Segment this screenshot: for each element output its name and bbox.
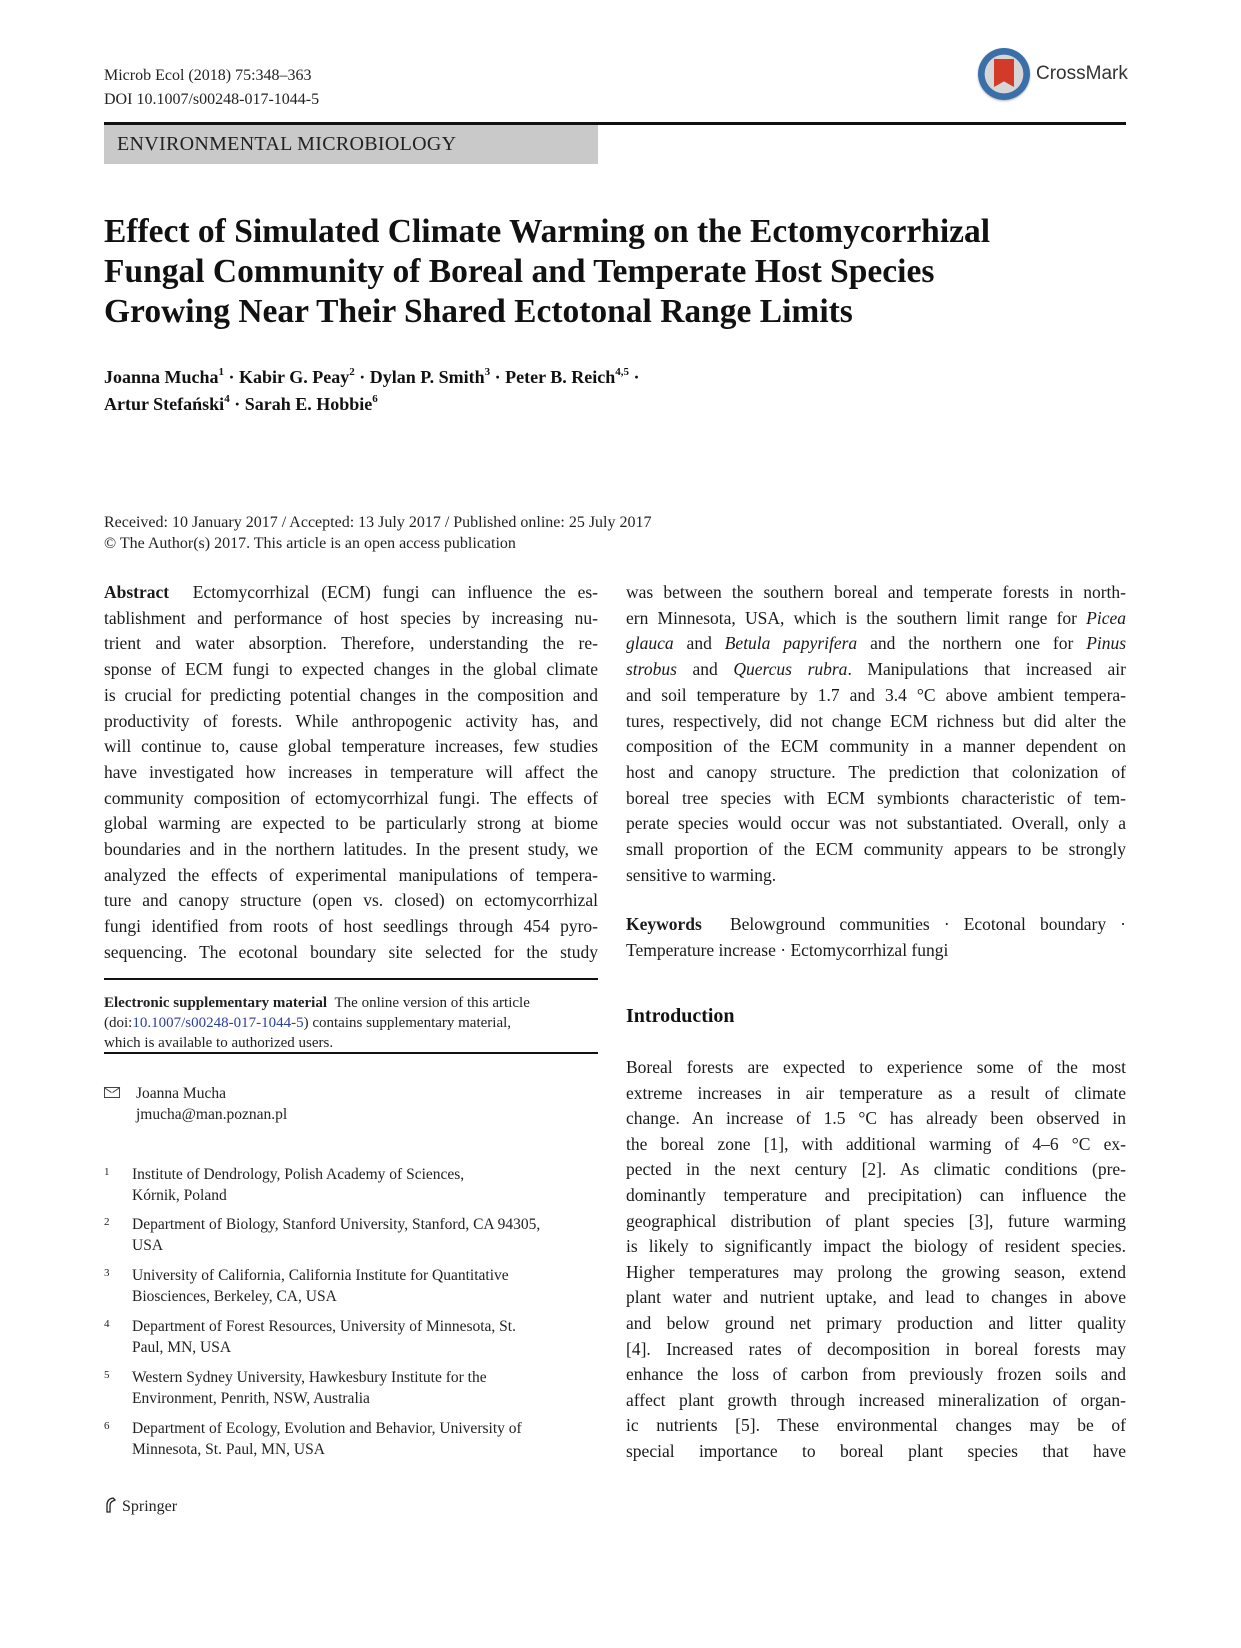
abstract-text: and the northern one for	[870, 633, 1074, 654]
title-line: Fungal Community of Boreal and Temperate Host Species	[104, 253, 935, 290]
affiliation-number: 4	[104, 1318, 110, 1330]
springer-horse-icon	[104, 1497, 118, 1513]
affiliation	[104, 1266, 598, 1308]
affiliation	[104, 1419, 598, 1461]
affiliation	[104, 1215, 598, 1257]
envelope-icon	[104, 1087, 120, 1098]
abstract-label: Abstract	[104, 582, 170, 602]
abstract-line: sequencing. The ecotonal boundary site selected for the study	[104, 941, 598, 962]
abstract-line: fungi identified from roots of host seedlings through 454 pyro-	[104, 916, 598, 937]
species-name: strobus	[626, 659, 677, 680]
affiliation-line: Paul, MN, USA	[132, 1338, 232, 1356]
abstract-text: and	[692, 659, 718, 680]
abstract-line: boreal tree species with ECM symbionts characteristic of tem-	[626, 787, 1126, 808]
author-separator: ·	[359, 367, 366, 387]
intro-line: Higher temperatures may prolong the growing season, extend	[626, 1261, 1126, 1282]
doi-line: DOI 10.1007/s00248-017-1044-5	[104, 91, 320, 108]
crossmark-icon	[978, 48, 1030, 100]
crossmark-label: CrossMark	[1036, 63, 1128, 84]
intro-line: affect plant growth through increased mineralization of organ-	[626, 1389, 1126, 1410]
intro-line: the boreal zone [1], with additional warming of 4–6 °C ex-	[626, 1133, 1126, 1154]
abstract-line: ture and canopy structure (open vs. closed) on ectomycorrhizal	[104, 890, 598, 911]
affiliation-number: 6	[104, 1420, 110, 1432]
abstract-line	[626, 657, 1126, 683]
dates-line: Received: 10 January 2017 / Accepted: 13 July 2017 / Published online: 25 July 2017	[104, 514, 652, 531]
author-affiliation-ref: 1	[218, 366, 225, 378]
paper-title	[104, 212, 1134, 332]
esm-label: Electronic supplementary material	[104, 995, 328, 1011]
author-line	[104, 391, 640, 418]
author-name: Sarah E. Hobbie	[244, 394, 373, 414]
author-list	[104, 364, 640, 418]
abstract-line: have investigated how increases in temperature will affect the	[104, 761, 598, 782]
author-separator: ·	[494, 367, 501, 387]
intro-line: plant water and nutrient uptake, and lead to changes in above	[626, 1287, 1126, 1308]
abstract-line: tablishment and performance of host species by increasing nu-	[104, 607, 598, 628]
intro-line: change. An increase of 1.5 °C has already been observed in	[626, 1108, 1126, 1129]
abstract-line: composition of the ECM community in a manner dependent on	[626, 736, 1126, 757]
affiliation-number: 3	[104, 1267, 110, 1279]
species-name: Picea	[1086, 607, 1126, 628]
abstract-line: analyzed the effects of experimental manipulations of tempera-	[104, 864, 598, 885]
title-line: Growing Near Their Shared Ectotonal Range Limits	[104, 293, 853, 330]
affiliation-line: USA	[132, 1236, 164, 1254]
abstract-line: small proportion of the ECM community appears to be strongly	[626, 839, 1126, 860]
abstract-line: was between the southern boreal and temperate forests in north-	[626, 582, 1126, 602]
corresponding-author	[104, 1083, 598, 1127]
author-name: Artur Stefański	[104, 394, 225, 414]
affiliation-line: Department of Forest Resources, University of Minnesota, St.	[132, 1318, 516, 1335]
intro-line: pected in the next century [2]. As climatic conditions (pre-	[626, 1159, 1126, 1180]
affiliation	[104, 1368, 598, 1410]
publisher-name: Springer	[122, 1498, 178, 1515]
introduction-heading: Introduction	[626, 1005, 735, 1027]
affiliation-line: Western Sydney University, Hawkesbury Institute for the	[132, 1369, 487, 1386]
affiliation-line: Department of Biology, Stanford University, Stanford, CA 94305,	[132, 1216, 541, 1233]
esm-line	[104, 993, 598, 1013]
species-name: glauca	[626, 633, 674, 654]
contact-name: Joanna Mucha	[136, 1085, 226, 1102]
species-name: Quercus rubra	[733, 659, 848, 680]
affiliation-line: Minnesota, St. Paul, MN, USA	[132, 1440, 325, 1458]
publisher-logo	[104, 1497, 177, 1516]
abstract-line: productivity of forests. While anthropogenic activity has, and	[104, 710, 598, 731]
author-affiliation-ref: 4	[224, 393, 230, 405]
esm-top-rule	[104, 978, 598, 980]
intro-line: Boreal forests are expected to experience some of the most	[626, 1057, 1126, 1077]
copyright-line: © The Author(s) 2017. This article is an open access publication	[104, 535, 516, 552]
abstract-line: tures, respectively, did not change ECM richness but did alter the	[626, 710, 1126, 731]
intro-line: [4]. Increased rates of decomposition in boreal forests may	[626, 1338, 1126, 1359]
affiliation-line: Kórnik, Poland	[132, 1186, 227, 1204]
abstract-line: community composition of ectomycorrhizal fungi. The effects of	[104, 787, 598, 808]
abstract-text: ern Minnesota, USA, which is the southern limit range for	[626, 607, 1077, 628]
author-line	[104, 364, 640, 391]
author-separator: ·	[633, 367, 640, 387]
affiliation-line: Biosciences, Berkeley, CA, USA	[132, 1287, 337, 1305]
species-name: Betula papyrifera	[724, 633, 858, 654]
affiliation-number: 1	[104, 1166, 110, 1178]
abstract-line: sponse of ECM fungi to expected changes in the global climate	[104, 659, 598, 680]
author-name: Dylan P. Smith	[369, 367, 485, 387]
intro-line: extreme increases in air temperature as a result of climate	[626, 1082, 1126, 1103]
abstract-right	[626, 580, 1126, 964]
doi-link[interactable]: 10.1007/s00248-017-1044-5	[132, 1015, 304, 1031]
species-name: Pinus	[1086, 633, 1126, 654]
author-affiliation-ref: 6	[372, 393, 378, 405]
abstract-line: will continue to, cause global temperature increases, few studies	[104, 736, 598, 757]
author-affiliation-ref: 2	[349, 366, 355, 378]
abstract-text: and	[686, 633, 712, 654]
intro-line: enhance the loss of carbon from previously frozen soils and	[626, 1364, 1126, 1385]
keywords-label: Keywords	[626, 914, 702, 935]
affiliation-number: 5	[104, 1369, 110, 1381]
keywords-text: Belowground communities · Ecotonal boundary ·	[729, 914, 1126, 935]
abstract-line: perate species would occur was not substantiated. Overall, only a	[626, 813, 1126, 834]
esm-text: ) contains supplementary material,	[303, 1015, 512, 1031]
author-affiliation-ref: 3	[484, 366, 491, 378]
intro-line: dominantly temperature and precipitation) can influence the	[626, 1184, 1126, 1205]
author-separator: ·	[234, 394, 241, 414]
author-name: Kabir G. Peay	[239, 367, 350, 387]
supplementary-note	[104, 993, 598, 1053]
abstract-line: trient and water absorption. Therefore, understanding the re-	[104, 633, 598, 654]
affiliation-line: Environment, Penrith, NSW, Australia	[132, 1389, 370, 1407]
intro-line: is likely to significantly impact the biology of resident species.	[626, 1236, 1126, 1257]
section-label: ENVIRONMENTAL MICROBIOLOGY	[117, 133, 457, 155]
intro-line: ic nutrients [5]. These environmental changes may be of	[626, 1415, 1126, 1436]
publication-dates	[104, 512, 651, 554]
contact-text	[136, 1083, 287, 1125]
title-line: Effect of Simulated Climate Warming on the Ectomycorrhizal	[104, 213, 991, 250]
abstract-text: Ectomycorrhizal (ECM) fungi can influence the es-	[192, 582, 598, 602]
keywords-line: Temperature increase · Ectomycorrhizal fungi	[626, 940, 949, 961]
esm-bottom-rule	[104, 1052, 598, 1054]
abstract-line: and soil temperature by 1.7 and 3.4 °C above ambient tempera-	[626, 684, 1126, 705]
intro-line: special importance to boreal plant species that have	[626, 1440, 1126, 1461]
abstract-line: boundaries and in the northern latitudes. In the present study, we	[104, 839, 598, 860]
esm-line: which is available to authorized users.	[104, 1035, 334, 1051]
abstract-line	[626, 631, 1126, 657]
abstract-line: is crucial for predicting potential changes in the composition and	[104, 684, 598, 705]
affiliation-line: Department of Ecology, Evolution and Behavior, University of	[132, 1420, 522, 1437]
intro-line: and below ground net primary production and litter quality	[626, 1312, 1126, 1333]
esm-line	[104, 1013, 598, 1033]
abstract-line: host and canopy structure. The prediction that colonization of	[626, 761, 1126, 782]
author-name: Peter B. Reich	[505, 367, 616, 387]
affiliation-line: University of California, California Institute for Quantitative	[132, 1267, 509, 1284]
contact-email[interactable]: jmucha@man.poznan.pl	[136, 1106, 288, 1123]
citation-line: Microb Ecol (2018) 75:348–363	[104, 67, 312, 84]
abstract-line	[626, 606, 1126, 632]
journal-citation	[104, 64, 319, 112]
abstract-line: global warming are expected to be particularly strong at biome	[104, 813, 598, 834]
abstract-left	[104, 580, 598, 966]
keywords-line	[626, 912, 1126, 938]
crossmark-badge[interactable]	[978, 48, 1128, 104]
affiliation-line: Institute of Dendrology, Polish Academy of Sciences,	[132, 1166, 465, 1183]
intro-line: geographical distribution of plant species [3], future warming	[626, 1210, 1126, 1231]
introduction-text	[626, 1055, 1126, 1465]
author-name: Joanna Mucha	[104, 367, 219, 387]
esm-text: (doi:	[104, 1015, 133, 1031]
abstract-line: sensitive to warming.	[626, 864, 777, 885]
abstract-line	[104, 580, 598, 606]
affiliation	[104, 1317, 598, 1359]
affiliation	[104, 1165, 598, 1207]
author-separator: ·	[228, 367, 235, 387]
abstract-text: . Manipulations that increased air	[847, 659, 1126, 680]
affiliation-number: 2	[104, 1216, 110, 1228]
author-affiliation-ref: 4,5	[615, 366, 630, 378]
esm-text: The online version of this article	[334, 995, 530, 1011]
